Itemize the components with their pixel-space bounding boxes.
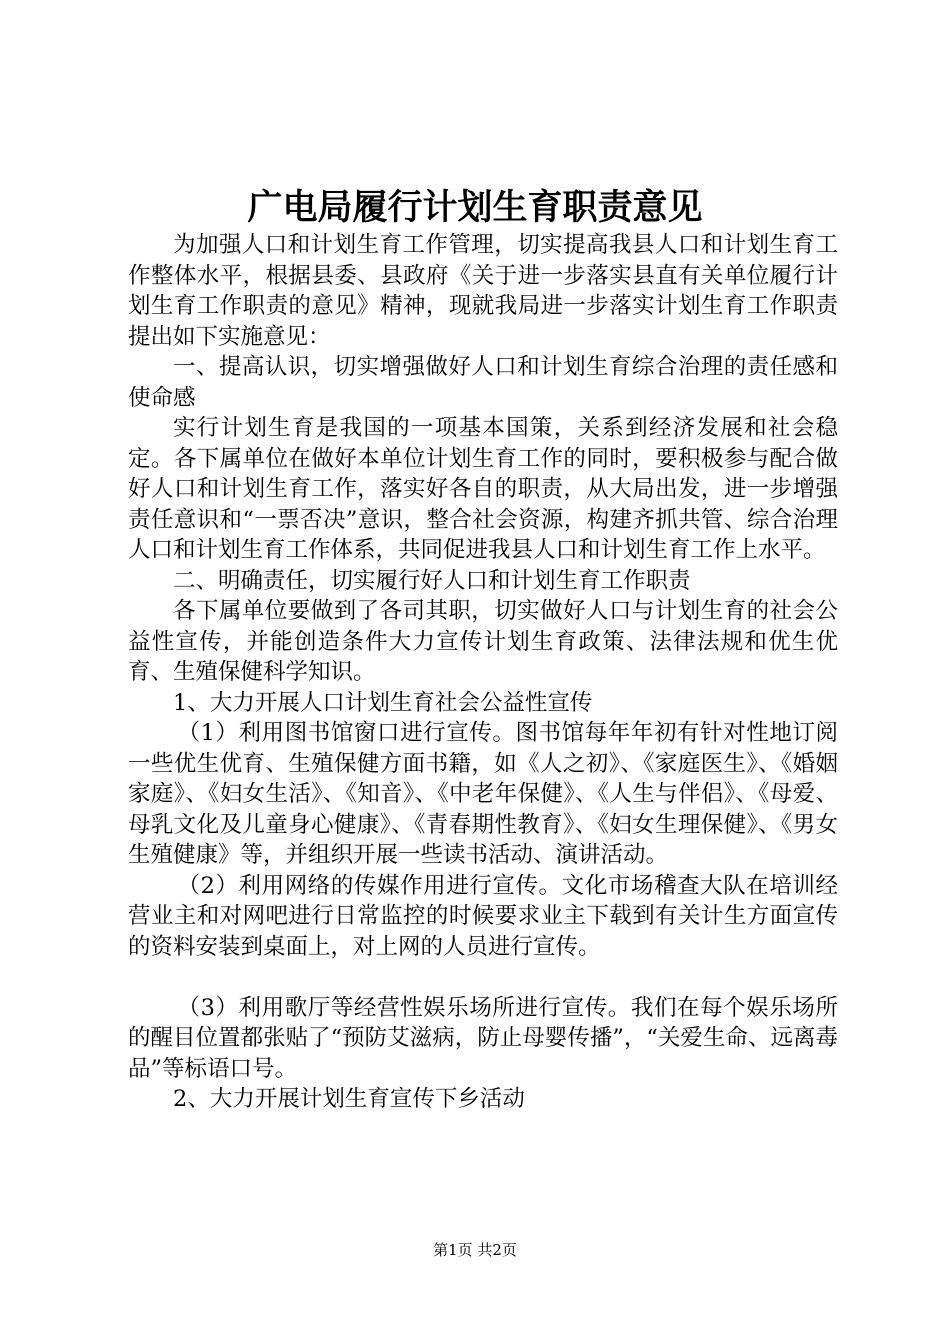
section-2-paragraph: 各下属单位要做到了各司其职，切实做好人口与计划生育的社会公益性宣传，并能创造条件大力宣传计划生育政策、法律法规和优生优育、生殖保健科学知识。 — [128, 598, 838, 685]
item-2-paragraph: （2）利用网络的传媒作用进行宣传。文化市场稽查大队在培训经营业主和对网吧进行日常监控的时候要求业主下载到有关计生方面宣传的资料安装到桌面上，对上网的人员进行宣传。 — [128, 872, 838, 960]
intro-paragraph: 为加强人口和计划生育工作管理，切实提高我县人口和计划生育工作整体水平，根据县委、县政府《关于进一步落实县直有关单位履行计划生育工作职责的意见》精神，现就我局进一步落实计划生育工作职责提出如下实施意见： — [128, 232, 838, 350]
subsection-heading-2: 2、大力开展计划生育宣传下乡活动 — [173, 1086, 525, 1112]
section-1-paragraph: 实行计划生育是我国的一项基本国策，关系到经济发展和社会稳定。各下属单位在做好本单位计划生育工作的同时，要积极参与配合做好人口和计划生育工作，落实好各自的职责，从大局出发，进一步增强责任意识和“一票否决”意识，整合社会资源，构建齐抓共管、综合治理人口和计划生育工作体系，共同促进我县人口和计划生育工作上水平。 — [128, 415, 838, 563]
section-heading-1: 一、提高认识，切实增强做好人口和计划生育综合治理的责任感和使命感 — [128, 354, 838, 411]
paragraph-gap — [128, 962, 838, 993]
document-title: 广电局履行计划生育职责意见 — [247, 187, 703, 228]
document-body — [128, 230, 838, 1115]
item-1-paragraph: （1）利用图书馆窗口进行宣传。图书馆每年年初有针对性地订阅一些优生优育、生殖保健方面书籍，如《人之初》、《家庭医生》、《婚姻家庭》、《妇女生活》、《知音》、《中老年保健》、《人生与伴侣》、《母爱、母乳文化及儿童身心健康》、《青春期性教育》、《妇女生理保健》、《男女生殖健康》等，并组织开展一些读书活动、演讲活动。 — [128, 720, 838, 868]
page-footer: 第1页 共2页 — [433, 1241, 517, 1259]
item-3-paragraph: （3）利用歌厅等经营性娱乐场所进行宣传。我们在每个娱乐场所的醒目位置都张贴了“预防艾滋病，防止母婴传播”，“关爱生命、远离毒品”等标语口号。 — [128, 994, 838, 1082]
subsection-heading-1: 1、大力开展人口计划生育社会公益性宣传 — [173, 689, 593, 716]
section-heading-2: 二、明确责任，切实履行好人口和计划生育工作职责 — [173, 567, 691, 594]
